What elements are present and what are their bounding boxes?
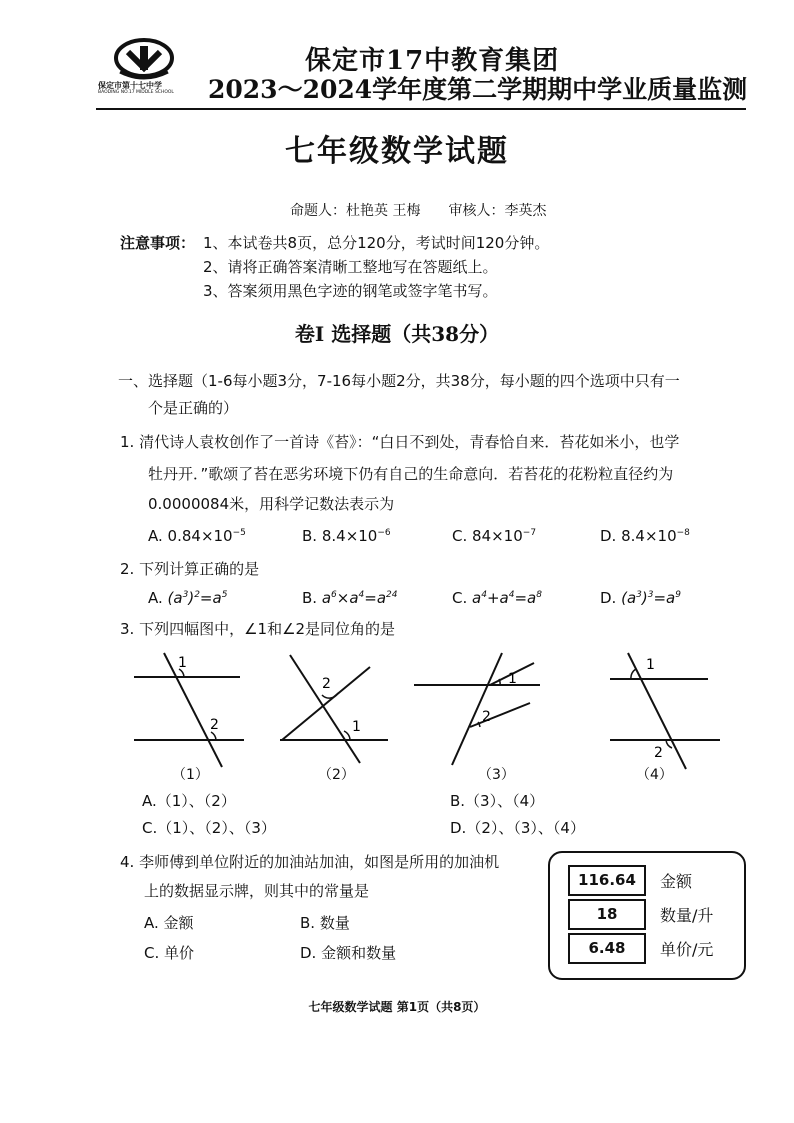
q3-figure-3 — [412, 645, 542, 775]
figure-caption-2: （2） — [318, 767, 355, 783]
figure-caption-3: （3） — [478, 767, 515, 783]
header-divider — [96, 108, 746, 110]
q3-stem: 3. 下列四幅图中，∠1和∠2是同位角的是 — [120, 620, 396, 638]
school-emblem-icon — [98, 38, 190, 82]
school-logo — [98, 38, 190, 98]
note-item: 1、本试卷共8页，总分120分，考试时间120分钟。 — [203, 234, 550, 252]
part-one-instructions-cont: 个是正确的） — [148, 399, 239, 417]
q3-figure-4 — [600, 645, 730, 775]
amount-value: 116.64 — [568, 865, 646, 896]
q2-stem: 2. 下列计算正确的是 — [120, 560, 260, 578]
part-one-instructions: 一、选择题（1-6每小题3分，7-16每小题2分，共38分，每小题的四个选项中只有一 — [118, 372, 680, 390]
q3-option-c: C.（1）、（2）、（3） — [142, 819, 276, 837]
q1-stem-line1: 1. 清代诗人袁枚创作了一首诗《苔》：“白日不到处，青春恰自来．苔花如米小，也学 — [120, 433, 680, 451]
unit-price-label: 单价/元 — [660, 940, 714, 959]
q2-option-a: A. $(a^3)^2=a^5$ — [148, 589, 228, 607]
angle-1-label: 1 — [178, 655, 187, 671]
q2-option-c: C. $a^4+a^4=a^8$ — [452, 589, 542, 607]
q2-option-d: D. $(a^3)^3=a^9$ — [600, 589, 681, 607]
note-item: 2、请将正确答案清晰工整地写在答题纸上。 — [203, 258, 498, 276]
q3-option-b: B.（3）、（4） — [450, 792, 545, 810]
note-item: 3、答案须用黑色字迹的钢笔或签字笔书写。 — [203, 282, 498, 300]
q3-figure-2 — [270, 645, 400, 775]
q4-option-c: C. 单价 — [144, 944, 195, 962]
angle-2-label: 2 — [482, 709, 491, 725]
unit-price-value: 6.48 — [568, 933, 646, 964]
angle-2-label: 2 — [322, 676, 331, 692]
q3-figure-1 — [132, 645, 262, 775]
authors-line: 命题人：杜艳英 王梅 审核人：李英杰 — [290, 203, 547, 219]
quantity-label: 数量/升 — [660, 906, 714, 925]
angle-2-label: 2 — [210, 717, 219, 733]
q1-option-b: B. $8.4\times 10^{-6}$ — [302, 527, 391, 545]
q1-option-d: D. $8.4\times 10^{-8}$ — [600, 527, 690, 545]
group-name: 保定市17中教育集团 — [305, 46, 560, 76]
q4-option-d: D. 金额和数量 — [300, 944, 397, 962]
exam-name: 2023～2024学年度第二学期期中学业质量监测 — [208, 75, 748, 104]
notes-label: 注意事项： — [120, 234, 196, 252]
figure-caption-1: （1） — [172, 767, 209, 783]
amount-label: 金额 — [660, 872, 693, 891]
q4-option-b: B. 数量 — [300, 914, 350, 932]
fuel-pump-display — [548, 851, 746, 980]
q3-option-d: D.（2）、（3）、（4） — [450, 819, 585, 837]
angle-1-label: 1 — [352, 719, 361, 735]
angle-1-label: 1 — [508, 671, 517, 687]
q1-stem-line2: 牡丹开．”歌颂了苔在恶劣环境下仍有自己的生命意向．若苔花的花粉粒直径约为 — [148, 465, 674, 483]
figure-caption-4: （4） — [636, 767, 673, 783]
q1-option-a: A. $0.84\times 10^{-5}$ — [148, 527, 246, 545]
q1-option-c: C. $84\times 10^{-7}$ — [452, 527, 537, 545]
q4-option-a: A. 金额 — [144, 914, 194, 932]
angle-1-label: 1 — [646, 657, 655, 673]
page-title: 七年级数学试题 — [285, 134, 509, 169]
logo-subtext: BAODING NO.17 MIDDLE SCHOOL — [98, 90, 174, 95]
q2-option-b: B. $a^6\times a^4=a^{24}$ — [302, 589, 398, 607]
q4-stem-line2: 上的数据显示牌，则其中的常量是 — [144, 882, 370, 900]
angle-2-label: 2 — [654, 745, 663, 761]
page-footer: 七年级数学试题 第1页（共8页） — [308, 1000, 486, 1014]
section-title: 卷I 选择题（共38分） — [294, 322, 500, 346]
logo-text: 保定市第十七中学 — [98, 81, 162, 90]
q1-stem-line3: 0.0000084米，用科学记数法表示为 — [148, 495, 395, 513]
q4-stem-line1: 4. 李师傅到单位附近的加油站加油，如图是所用的加油机 — [120, 853, 500, 871]
quantity-value: 18 — [568, 899, 646, 930]
q3-option-a: A.（1）、（2） — [142, 792, 236, 810]
